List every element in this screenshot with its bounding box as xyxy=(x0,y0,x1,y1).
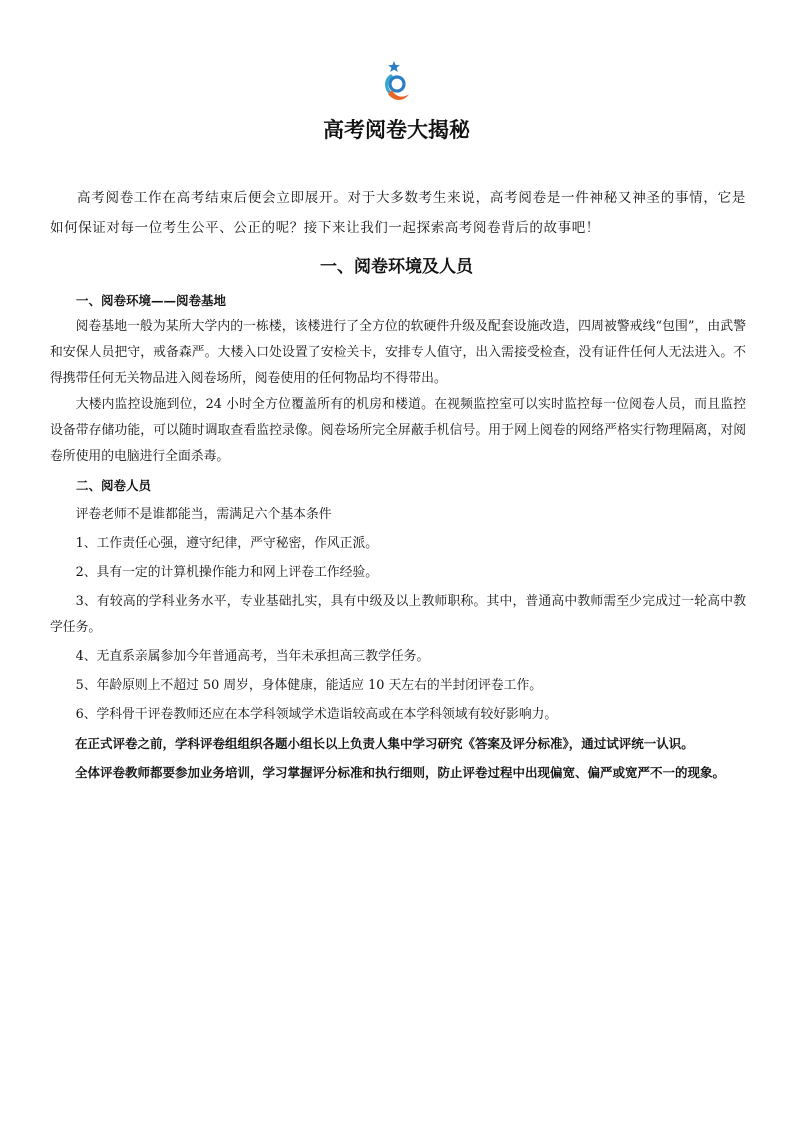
list-item: 1、工作责任心强，遵守纪律，严守秘密，作风正派。 xyxy=(75,536,379,551)
subsection-heading-environment: 一、阅卷环境——阅卷基地 xyxy=(76,293,227,308)
paragraph-trial-scoring: 在正式评卷之前，学科评卷组组织各题小组长以上负责人集中学习研究《答案及评分标准》，通过试评统一认识。 xyxy=(75,736,694,751)
brand-logo-icon xyxy=(382,60,412,104)
list-item: 4、无直系亲属参加今年普通高考，当年未承担高三教学任务。 xyxy=(75,649,430,664)
paragraph-base-building: 阅卷基地一般为某所大学内的一栋楼，该楼进行了全方位的软硬件升级及配套设施改造，四周被警戒线“包围”，由武警和安保人员把守，戒备森严。大楼入口处设置了安检关卡，安排专人值守，出入需接受检查，没有证件任何人无法进入。不得携带任何无关物品进入阅卷场所，阅卷使用的任何物品均不得带出。 xyxy=(50,319,746,386)
section-body xyxy=(50,288,746,786)
list-item: 5、年龄原则上不超过 50 周岁，身体健康，能适应 10 天左右的半封闭评卷工作。 xyxy=(75,678,543,693)
paragraph-conditions-lead: 评卷老师不是谁都能当，需满足六个基本条件 xyxy=(75,507,332,522)
page-title: 高考阅卷大揭秘 xyxy=(323,118,470,142)
subsection-heading-personnel: 二、阅卷人员 xyxy=(76,478,152,493)
intro-paragraph: 高考阅卷工作在高考结束后便会立即展开。对于大多数考生来说，高考阅卷是一件神秘又神圣的事情，它是如何保证对每一位考生公平、公正的呢？接下来让我们一起探索高考阅卷背后的故事吧！ xyxy=(50,190,746,236)
paragraph-training: 全体评卷教师都要参加业务培训，学习掌握评分标准和执行细则，防止评卷过程中出现偏宽、偏严或宽严不一的现象。 xyxy=(75,765,726,780)
list-item: 2、具有一定的计算机操作能力和网上评卷工作经验。 xyxy=(75,565,379,580)
list-item: 3、有较高的学科业务水平，专业基础扎实，具有中级及以上教师职称。其中，普通高中教师需至少完成过一轮高中教学任务。 xyxy=(50,594,746,635)
section-heading: 一、阅卷环境及人员 xyxy=(320,257,473,277)
list-item: 6、学科骨干评卷教师还应在本学科领域学术造诣较高或在本学科领域有较好影响力。 xyxy=(75,707,558,722)
paragraph-monitoring: 大楼内监控设施到位，24 小时全方位覆盖所有的机房和楼道。在视频监控室可以实时监控每一位阅卷人员，而且监控设备带存储功能，可以随时调取查看监控录像。阅卷场所完全屏蔽手机信号。用于网上阅卷的网络严格实行物理隔离，对阅卷所使用的电脑进行全面杀毒。 xyxy=(50,397,746,464)
